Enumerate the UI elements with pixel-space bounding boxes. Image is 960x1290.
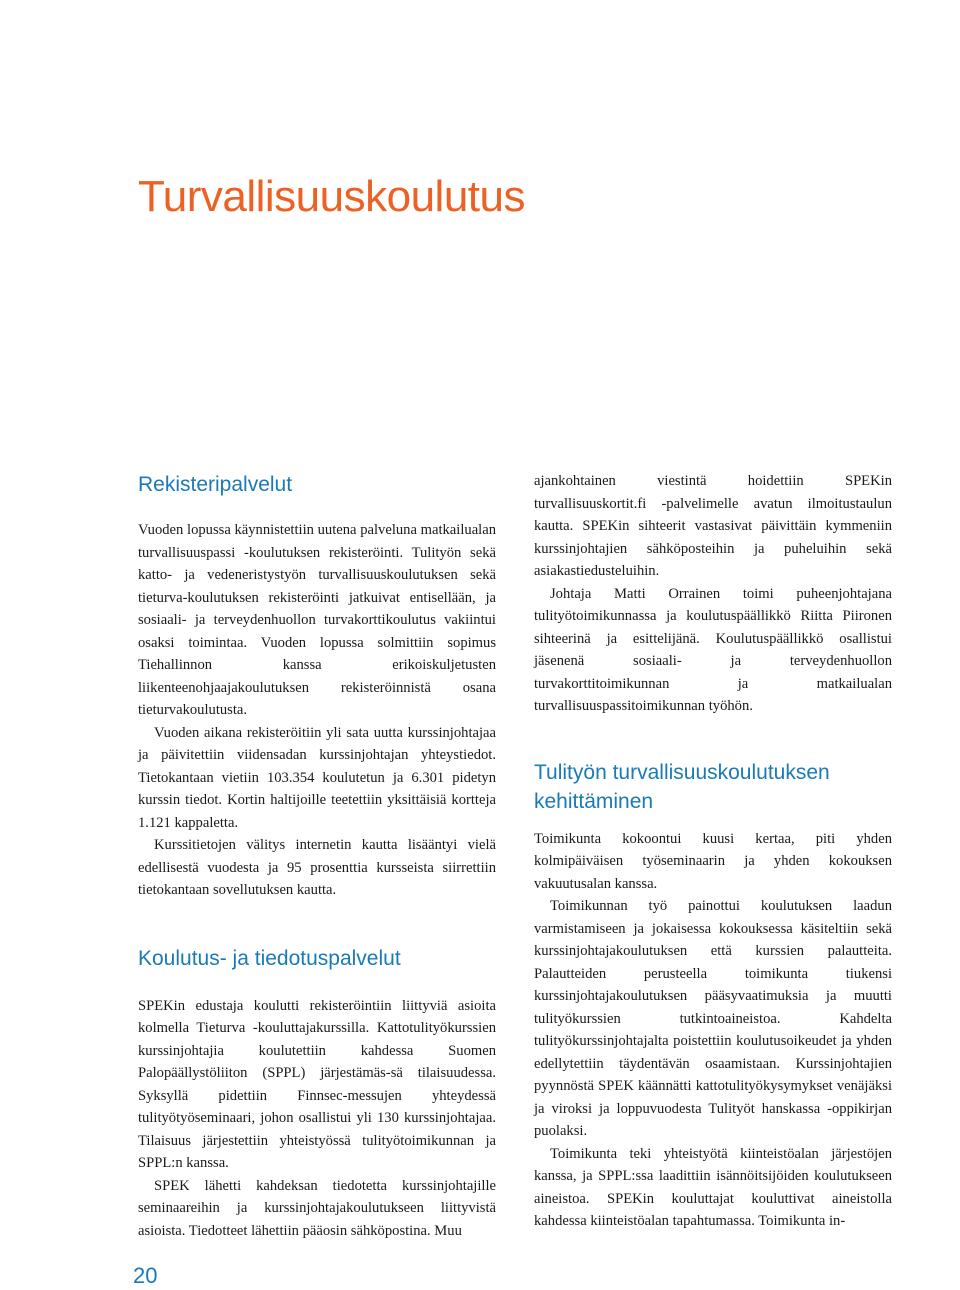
paragraph: SPEK lähetti kahdeksan tiedotetta kurssinjohtajille seminaareihin ja kurssinjohtajakoulutukseen liittyvistä asioista. Tiedotteet lähettiin pääosin sähköpostina. Muu: [138, 1177, 496, 1239]
paragraph: Toimikunnan työ painottui koulutuksen laadun varmistamiseen ja jokaisessa kokouksessa käsiteltiin sekä kurssinjohtajakoulutuksen että kurssien palautteita. Palautteiden perusteella toimikunta tiukensi kurssinjohtajakoulutuksen pääsyvaatimuksia ja muutti tulityökurssien tutkintoaineistoa. Kahdelta tulityökurssinjohtajalta poistettiin koulutusoikeudet ja yhden edellytettiin täydentävän osaamistaan. Kurssinjohtajien pyynnöstä SPEK käännätti kattotulityökysymykset venäjäksi ja viroksi ja loppuvuodesta Tulityöt hanskassa -oppikirjan puolaksi.: [534, 898, 892, 1139]
paragraph: Toimikunta kokoontui kuusi kertaa, piti yhden kolmipäiväisen työseminaarin ja yhden kokouksen vakuutusalan kanssa.: [534, 830, 892, 892]
right-column: [534, 470, 892, 1233]
paragraph: Vuoden lopussa käynnistettiin uutena palveluna matkailualan turvallisuuspassi -koulutuksen rekisteröinti. Tulityön sekä katto- ja vedeneristystyön turvallisuuskoulutuksen sekä tieturva-koulutuksen rekisteröinti jatkuivat entisellään, ja sosiaali- ja terveydenhuollon turvakorttikoulutus vakiintui osaksi toimintaa. Vuoden lopussa solmittiin sopimus Tiehallinnon kanssa erikoiskuljetusten liikenteenohjaajakoulutuksen rekisteröinnistä osana tieturvakoulutusta.: [138, 522, 496, 718]
page-title: Turvallisuuskoulutus: [138, 172, 525, 221]
paragraph: Toimikunta teki yhteistyötä kiinteistöalan järjestöjen kanssa, ja SPPL:ssa laadittiin isännöitsijöiden koulutukseen aineistoa. SPEKin kouluttajat kouluttivat aineistolla kahdessa kiinteistöalan tapahtumassa. Toimikunta in-: [534, 1145, 892, 1229]
page-number: 20: [133, 1263, 158, 1288]
section-heading-koulutus: Koulutus- ja tiedotuspalvelut: [138, 946, 401, 970]
paragraph: ajankohtainen viestintä hoidettiin SPEKin turvallisuuskortit.fi -palvelimelle avatun ilmoitustaulun kautta. SPEKin sihteerit vastasivat päivittäin kymmeniin kurssinjohtajien sähköposteihin ja puheluihin sekä asiakastiedusteluihin.: [534, 473, 892, 579]
paragraph: Kurssitietojen välitys internetin kautta lisääntyi vielä edellisestä vuodesta ja 95 prosenttia kursseista siirrettiin tietokantaan sovellutuksen kautta.: [138, 837, 496, 898]
paragraph: Johtaja Matti Orrainen toimi puheenjohtajana tulityötoimikunnassa ja koulutuspäällikkö Riitta Piironen sihteerinä ja esittelijänä. Koulutuspäällikkö osallistui jäsenenä sosiaali- ja terveydenhuollon turvakorttitoimikunnan ja matkailualan turvallisuuspassitoimikunnan työhön.: [534, 585, 892, 714]
section-heading-rekisteripalvelut: Rekisteripalvelut: [138, 473, 293, 496]
left-column: [138, 470, 496, 1242]
section-heading-tulityo: Tulityön turvallisuuskoulutuksen kehittäminen: [534, 760, 830, 813]
paragraph: Vuoden aikana rekisteröitiin yli sata uutta kurssinjohtajaa ja päivitettiin viidensadan kurssinjohtajan yhteystiedot. Tietokantaan vietiin 103.354 koulutetun ja 6.301 pidetyn kurssin tiedot. Kortin haltijoille teetettiin yksittäisiä kortteja 1.121 kappaletta.: [138, 724, 496, 831]
paragraph: SPEKin edustaja koulutti rekisteröintiin liittyviä asioita kolmella Tieturva -kouluttajakurssilla. Kattotulityökurssien kurssinjohtajia koulutettiin kahdessa Suomen Palopäällystöliiton (SPPL) järjestämäs-sä tilaisuudessa. Syksyllä pidettiin Finnsec-messujen yhteydessä tulityötyöseminaari, johon osallistui yli 130 kurssinjohtajaa. Tilaisuus järjestettiin yhteistyössä tulityötoimikunnan ja SPPL:n kanssa.: [138, 997, 496, 1171]
